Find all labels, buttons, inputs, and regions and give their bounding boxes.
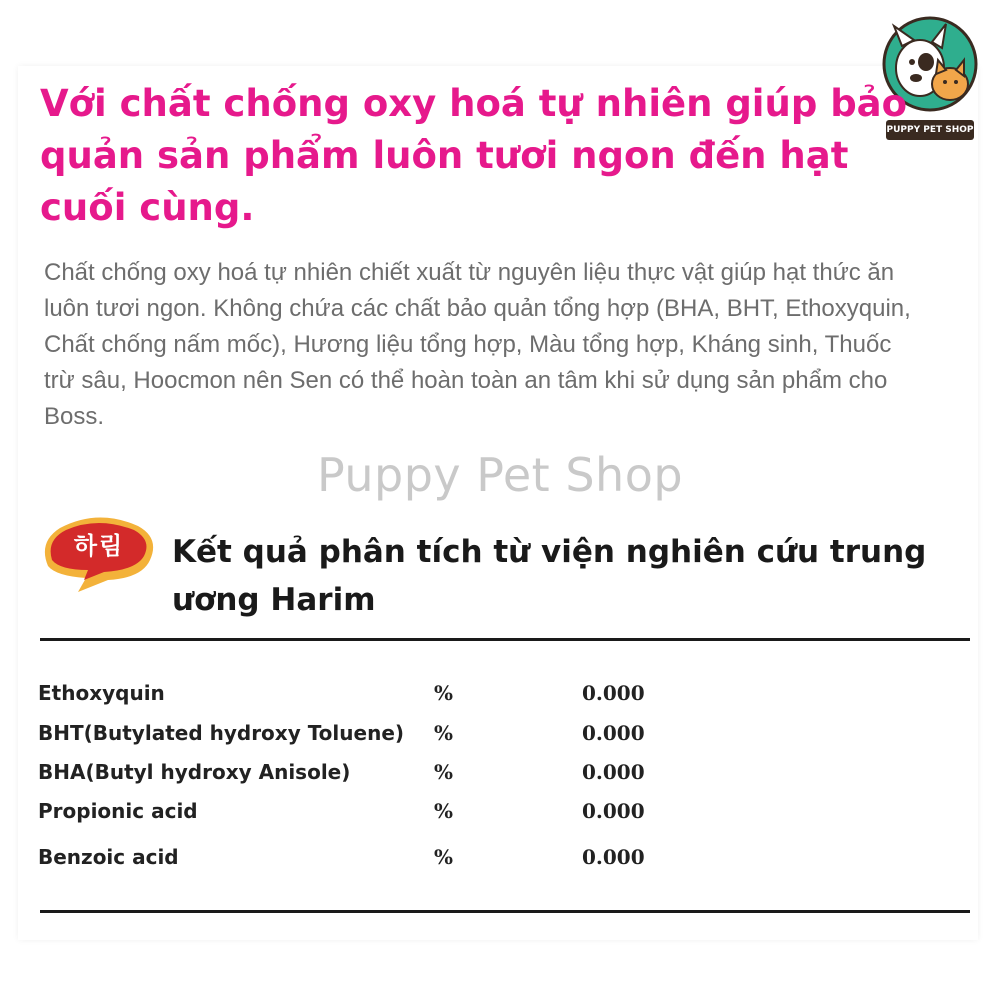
analysis-title: Kết quả phân tích từ viện nghiên cứu trung ương Harim xyxy=(172,534,927,618)
result-name: Propionic acid xyxy=(38,799,198,823)
result-unit: % xyxy=(434,799,454,823)
result-row-ethoxyquin xyxy=(38,681,738,711)
description-text: Chất chống oxy hoá tự nhiên chiết xuất từ nguyên liệu thực vật giúp hạt thức ăn luôn tươi ngon. Không chứa các chất bảo quản tổng hợp (BHA, BHT, Ethoxyquin, Chất chống nấm mốc), Hương liệu tổng hợp, Màu tổng hợp, Kháng sinh, Thuốc trừ sâu, Hoocmon nên Sen có thể hoàn toàn an tâm khi sử dụng sản phẩm cho Boss. xyxy=(44,259,911,430)
result-name: Benzoic acid xyxy=(38,845,179,869)
result-row-bha xyxy=(38,760,738,790)
result-unit: % xyxy=(434,845,454,869)
result-name: Ethoxyquin xyxy=(38,681,165,705)
result-row-bht xyxy=(38,721,738,751)
table-bottom-divider xyxy=(40,910,970,913)
result-row-propionic-acid xyxy=(38,799,738,829)
shop-logo-label: PUPPY PET SHOP xyxy=(886,120,974,140)
result-row-benzoic-acid xyxy=(38,845,738,875)
result-value: 0.000 xyxy=(582,845,645,869)
result-value: 0.000 xyxy=(582,721,645,745)
result-unit: % xyxy=(434,721,454,745)
result-value: 0.000 xyxy=(582,799,645,823)
table-top-divider xyxy=(40,638,970,641)
result-value: 0.000 xyxy=(582,681,645,705)
result-name: BHA(Butyl hydroxy Anisole) xyxy=(38,760,351,784)
harim-logo xyxy=(38,512,160,594)
watermark: Puppy Pet Shop xyxy=(316,448,684,502)
result-unit: % xyxy=(434,760,454,784)
harim-logo-text: 하림 xyxy=(73,532,125,560)
result-unit: % xyxy=(434,681,454,705)
result-name: BHT(Butylated hydroxy Toluene) xyxy=(38,721,405,745)
headline: Với chất chống oxy hoá tự nhiên giúp bảo quản sản phẩm luôn tươi ngon đến hạt cuối cùng. xyxy=(40,82,908,229)
result-value: 0.000 xyxy=(582,760,645,784)
